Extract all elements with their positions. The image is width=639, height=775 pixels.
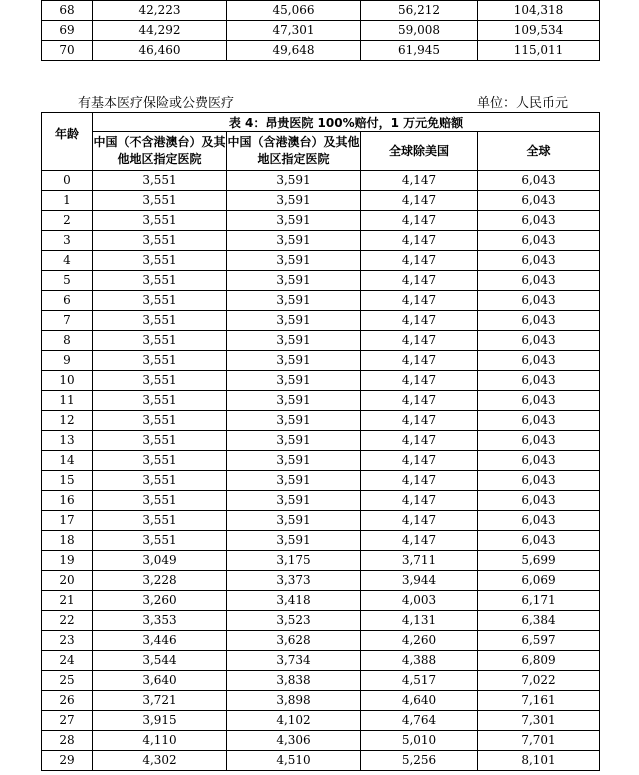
premium-cell: 5,256 xyxy=(361,751,478,771)
premium-cell: 7,301 xyxy=(478,711,600,731)
premium-cell: 3,591 xyxy=(227,471,361,491)
premium-cell: 3,591 xyxy=(227,391,361,411)
premium-cell: 4,147 xyxy=(361,291,478,311)
premium-cell: 6,043 xyxy=(478,471,600,491)
premium-cell: 8,101 xyxy=(478,751,600,771)
premium-cell: 3,551 xyxy=(93,391,227,411)
premium-cell: 3,551 xyxy=(93,291,227,311)
age-cell: 16 xyxy=(42,491,93,511)
premium-cell: 3,838 xyxy=(227,671,361,691)
premium-cell: 6,043 xyxy=(478,391,600,411)
premium-cell: 6,043 xyxy=(478,451,600,471)
premium-cell: 6,809 xyxy=(478,651,600,671)
premium-cell: 3,591 xyxy=(227,351,361,371)
premium-cell: 3,551 xyxy=(93,411,227,431)
premium-cell: 3,591 xyxy=(227,171,361,191)
premium-cell: 3,551 xyxy=(93,331,227,351)
premium-cell: 4,147 xyxy=(361,331,478,351)
premium-cell: 3,734 xyxy=(227,651,361,671)
previous-table-fragment xyxy=(41,0,600,61)
premium-cell: 4,306 xyxy=(227,731,361,751)
table-row xyxy=(42,311,600,331)
age-cell: 2 xyxy=(42,211,93,231)
table-row xyxy=(42,371,600,391)
premium-cell: 3,628 xyxy=(227,631,361,651)
premium-cell: 4,147 xyxy=(361,271,478,291)
premium-cell: 3,591 xyxy=(227,331,361,351)
age-cell: 25 xyxy=(42,671,93,691)
age-cell: 8 xyxy=(42,331,93,351)
premium-cell: 6,043 xyxy=(478,531,600,551)
premium-cell: 3,591 xyxy=(227,371,361,391)
table-row xyxy=(42,351,600,371)
table-row xyxy=(42,211,600,231)
table-row xyxy=(42,291,600,311)
premium-cell: 6,043 xyxy=(478,231,600,251)
age-cell: 7 xyxy=(42,311,93,331)
table-row xyxy=(42,591,600,611)
premium-cell: 3,551 xyxy=(93,311,227,331)
age-column-header: 年龄 xyxy=(42,113,93,171)
previous-table-body xyxy=(42,1,600,61)
premium-cell: 4,517 xyxy=(361,671,478,691)
premium-cell: 4,147 xyxy=(361,211,478,231)
age-cell: 20 xyxy=(42,571,93,591)
premium-cell: 7,701 xyxy=(478,731,600,751)
premium-cell: 4,147 xyxy=(361,311,478,331)
premium-cell: 4,388 xyxy=(361,651,478,671)
premium-cell: 3,551 xyxy=(93,351,227,371)
premium-cell: 3,551 xyxy=(93,231,227,251)
premium-cell: 3,591 xyxy=(227,231,361,251)
premium-cell: 4,302 xyxy=(93,751,227,771)
premium-cell: 4,003 xyxy=(361,591,478,611)
premium-cell: 104,318 xyxy=(478,1,600,21)
premium-cell: 3,228 xyxy=(93,571,227,591)
age-cell: 17 xyxy=(42,511,93,531)
premium-cell: 6,069 xyxy=(478,571,600,591)
age-cell: 14 xyxy=(42,451,93,471)
table-row xyxy=(42,731,600,751)
table-row xyxy=(42,551,600,571)
premium-cell: 6,043 xyxy=(478,251,600,271)
table-row xyxy=(42,431,600,451)
premium-cell: 3,591 xyxy=(227,291,361,311)
premium-cell: 3,544 xyxy=(93,651,227,671)
table-row xyxy=(42,191,600,211)
premium-cell: 6,043 xyxy=(478,191,600,211)
column-header-china-incl-hkmo-tw: 中国（含港澳台）及其他地区指定医院 xyxy=(227,132,361,171)
premium-cell: 4,764 xyxy=(361,711,478,731)
table-row xyxy=(42,751,600,771)
premium-cell: 6,043 xyxy=(478,171,600,191)
premium-cell: 4,147 xyxy=(361,431,478,451)
table-row xyxy=(42,711,600,731)
table-row xyxy=(42,471,600,491)
premium-cell: 59,008 xyxy=(361,21,478,41)
premium-cell: 3,049 xyxy=(93,551,227,571)
table-row xyxy=(42,231,600,251)
table-row xyxy=(42,631,600,651)
premium-cell: 47,301 xyxy=(227,21,361,41)
table-row xyxy=(42,671,600,691)
premium-cell: 4,147 xyxy=(361,471,478,491)
age-cell: 13 xyxy=(42,431,93,451)
premium-cell: 3,551 xyxy=(93,531,227,551)
premium-cell: 3,551 xyxy=(93,271,227,291)
premium-cell: 3,523 xyxy=(227,611,361,631)
premium-cell: 4,147 xyxy=(361,351,478,371)
table-row xyxy=(42,491,600,511)
premium-cell: 4,147 xyxy=(361,171,478,191)
premium-cell: 4,147 xyxy=(361,231,478,251)
premium-cell: 3,175 xyxy=(227,551,361,571)
table-row xyxy=(42,271,600,291)
premium-cell: 3,353 xyxy=(93,611,227,631)
premium-cell: 3,446 xyxy=(93,631,227,651)
premium-cell: 3,591 xyxy=(227,311,361,331)
age-cell: 9 xyxy=(42,351,93,371)
premium-cell: 3,591 xyxy=(227,431,361,451)
premium-cell: 6,043 xyxy=(478,431,600,451)
premium-cell: 61,945 xyxy=(361,41,478,61)
premium-cell: 6,171 xyxy=(478,591,600,611)
column-header-global-excl-us: 全球除美国 xyxy=(361,132,478,171)
premium-cell: 3,591 xyxy=(227,411,361,431)
premium-cell: 3,551 xyxy=(93,451,227,471)
age-cell: 10 xyxy=(42,371,93,391)
age-cell: 5 xyxy=(42,271,93,291)
premium-cell: 7,161 xyxy=(478,691,600,711)
table-row xyxy=(42,451,600,471)
premium-cell: 6,043 xyxy=(478,351,600,371)
premium-cell: 115,011 xyxy=(478,41,600,61)
premium-cell: 4,147 xyxy=(361,251,478,271)
table-row xyxy=(42,531,600,551)
premium-cell: 109,534 xyxy=(478,21,600,41)
age-cell: 1 xyxy=(42,191,93,211)
age-cell: 15 xyxy=(42,471,93,491)
premium-cell: 6,043 xyxy=(478,491,600,511)
premium-cell: 5,010 xyxy=(361,731,478,751)
premium-cell: 4,147 xyxy=(361,191,478,211)
premium-cell: 7,022 xyxy=(478,671,600,691)
premium-cell: 6,597 xyxy=(478,631,600,651)
age-cell: 21 xyxy=(42,591,93,611)
table-row xyxy=(42,691,600,711)
premium-cell: 3,711 xyxy=(361,551,478,571)
age-cell: 11 xyxy=(42,391,93,411)
premium-cell: 3,260 xyxy=(93,591,227,611)
age-cell: 27 xyxy=(42,711,93,731)
premium-cell: 4,147 xyxy=(361,411,478,431)
age-cell: 19 xyxy=(42,551,93,571)
previous-table-row xyxy=(42,1,600,21)
premium-cell: 3,551 xyxy=(93,251,227,271)
table-row xyxy=(42,611,600,631)
premium-cell: 49,648 xyxy=(227,41,361,61)
premium-cell: 3,418 xyxy=(227,591,361,611)
premium-cell: 3,373 xyxy=(227,571,361,591)
table-row xyxy=(42,411,600,431)
age-cell: 24 xyxy=(42,651,93,671)
age-cell: 3 xyxy=(42,231,93,251)
premium-cell: 3,591 xyxy=(227,511,361,531)
premium-cell: 3,551 xyxy=(93,431,227,451)
age-cell: 6 xyxy=(42,291,93,311)
table-row xyxy=(42,511,600,531)
premium-cell: 46,460 xyxy=(93,41,227,61)
premium-cell: 3,591 xyxy=(227,211,361,231)
table-caption-row xyxy=(78,92,568,112)
premium-table-body xyxy=(42,171,600,771)
premium-cell: 3,591 xyxy=(227,491,361,511)
table-row xyxy=(42,571,600,591)
age-cell: 0 xyxy=(42,171,93,191)
premium-cell: 4,110 xyxy=(93,731,227,751)
column-header-global: 全球 xyxy=(478,132,600,171)
age-cell: 69 xyxy=(42,21,93,41)
premium-cell: 6,043 xyxy=(478,211,600,231)
age-cell: 68 xyxy=(42,1,93,21)
premium-cell: 4,131 xyxy=(361,611,478,631)
age-cell: 26 xyxy=(42,691,93,711)
premium-cell: 4,102 xyxy=(227,711,361,731)
premium-cell: 4,640 xyxy=(361,691,478,711)
premium-cell: 6,043 xyxy=(478,331,600,351)
premium-cell: 3,915 xyxy=(93,711,227,731)
premium-cell: 6,043 xyxy=(478,311,600,331)
premium-cell: 42,223 xyxy=(93,1,227,21)
table-row xyxy=(42,391,600,411)
table-row xyxy=(42,651,600,671)
age-cell: 12 xyxy=(42,411,93,431)
insurance-condition-label: 有基本医疗保险或公费医疗 xyxy=(78,96,235,111)
premium-cell: 3,591 xyxy=(227,191,361,211)
premium-cell: 4,147 xyxy=(361,491,478,511)
age-cell: 18 xyxy=(42,531,93,551)
currency-unit-label: 单位：人民币元 xyxy=(476,96,568,111)
premium-cell: 4,147 xyxy=(361,371,478,391)
premium-cell: 6,043 xyxy=(478,291,600,311)
premium-cell: 3,591 xyxy=(227,251,361,271)
table-row xyxy=(42,171,600,191)
premium-cell: 6,043 xyxy=(478,511,600,531)
premium-cell: 3,640 xyxy=(93,671,227,691)
premium-cell: 6,043 xyxy=(478,411,600,431)
premium-cell: 4,147 xyxy=(361,391,478,411)
premium-cell: 3,551 xyxy=(93,471,227,491)
age-cell: 23 xyxy=(42,631,93,651)
premium-table xyxy=(41,112,600,771)
premium-cell: 3,551 xyxy=(93,171,227,191)
age-cell: 22 xyxy=(42,611,93,631)
premium-cell: 5,699 xyxy=(478,551,600,571)
premium-cell: 4,510 xyxy=(227,751,361,771)
premium-cell: 45,066 xyxy=(227,1,361,21)
age-cell: 70 xyxy=(42,41,93,61)
age-cell: 28 xyxy=(42,731,93,751)
table-row xyxy=(42,251,600,271)
premium-cell: 56,212 xyxy=(361,1,478,21)
premium-cell: 4,147 xyxy=(361,451,478,471)
previous-table-row xyxy=(42,41,600,61)
premium-cell: 6,043 xyxy=(478,371,600,391)
age-cell: 4 xyxy=(42,251,93,271)
premium-cell: 3,898 xyxy=(227,691,361,711)
premium-cell: 3,944 xyxy=(361,571,478,591)
premium-cell: 3,551 xyxy=(93,371,227,391)
premium-cell: 4,260 xyxy=(361,631,478,651)
premium-cell: 6,043 xyxy=(478,271,600,291)
premium-cell: 4,147 xyxy=(361,531,478,551)
premium-cell: 3,591 xyxy=(227,531,361,551)
table-title: 表 4：昂贵医院 100%赔付，1 万元免赔额 xyxy=(93,113,600,132)
premium-cell: 3,591 xyxy=(227,451,361,471)
premium-cell: 4,147 xyxy=(361,511,478,531)
premium-cell: 44,292 xyxy=(93,21,227,41)
premium-cell: 3,551 xyxy=(93,211,227,231)
table-row xyxy=(42,331,600,351)
age-cell: 29 xyxy=(42,751,93,771)
premium-cell: 3,551 xyxy=(93,191,227,211)
premium-cell: 3,551 xyxy=(93,511,227,531)
premium-cell: 3,721 xyxy=(93,691,227,711)
premium-cell: 3,551 xyxy=(93,491,227,511)
column-header-china-excl-hkmo-tw: 中国（不含港澳台）及其他地区指定医院 xyxy=(93,132,227,171)
premium-cell: 6,384 xyxy=(478,611,600,631)
previous-table-row xyxy=(42,21,600,41)
premium-cell: 3,591 xyxy=(227,271,361,291)
